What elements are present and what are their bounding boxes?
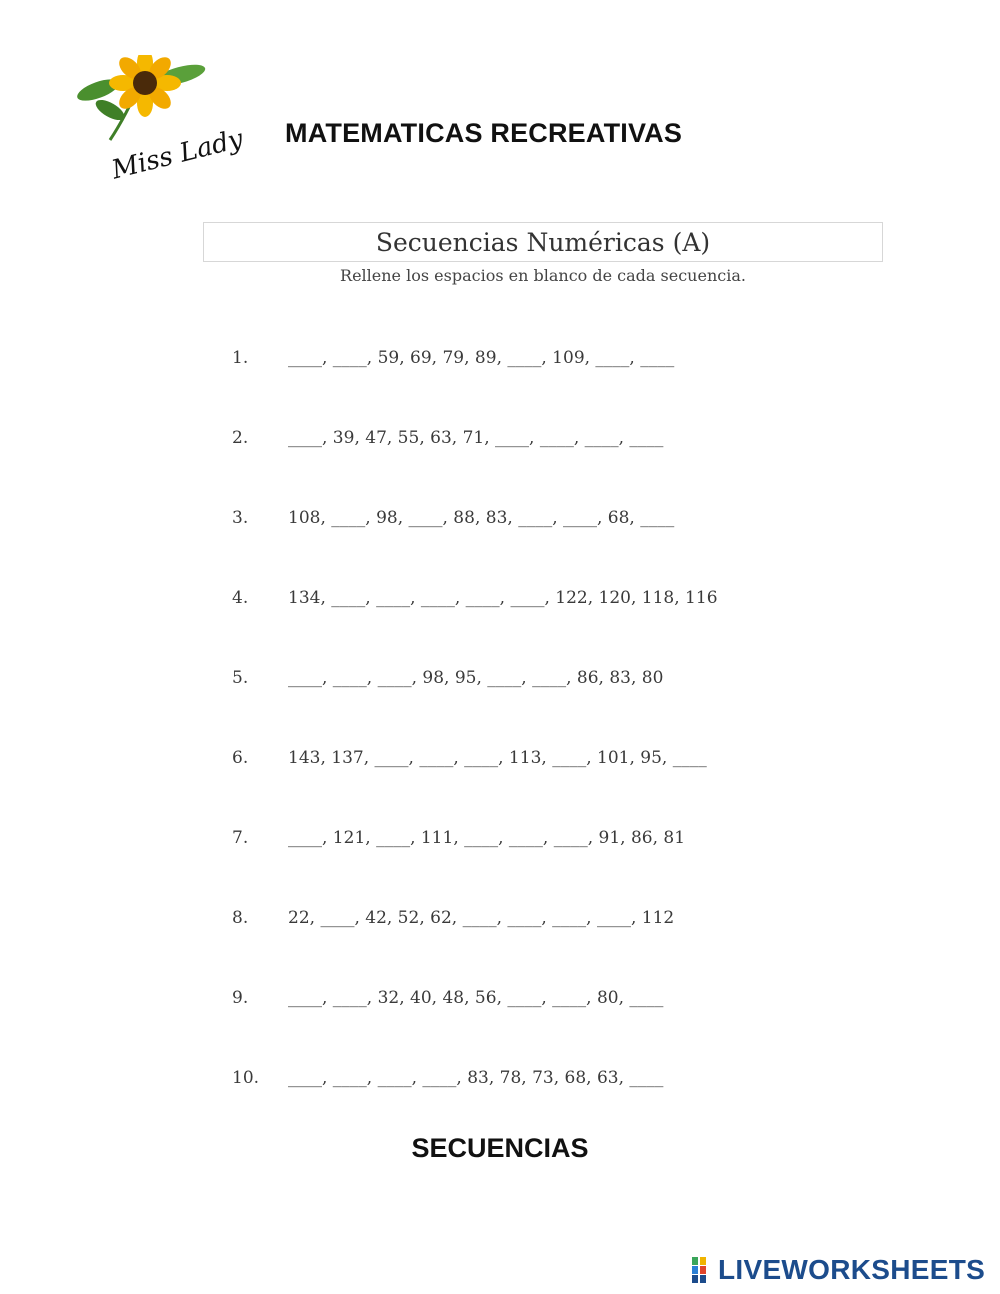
problem-number: 10.: [232, 1068, 260, 1088]
problem-row: [232, 743, 707, 773]
problem-row: [232, 343, 674, 373]
sunflower-icon: [70, 55, 250, 180]
problem-sequence[interactable]: ____, ____, ____, 98, 95, ____, ____, 86, 83, 80: [288, 668, 664, 688]
problem-sequence[interactable]: ____, 39, 47, 55, 63, 71, ____, ____, ____, ____: [288, 428, 664, 448]
problem-sequence[interactable]: ____, ____, ____, ____, 83, 78, 73, 68, 63, ____: [288, 1068, 664, 1088]
brand-name: LIVEWORKSHEETS: [718, 1254, 986, 1285]
problem-sequence[interactable]: 22, ____, 42, 52, 62, ____, ____, ____, ____, 112: [288, 908, 675, 928]
problem-number: 8.: [232, 908, 249, 928]
problem-number: 9.: [232, 988, 249, 1008]
problem-sequence[interactable]: 108, ____, 98, ____, 88, 83, ____, ____, 68, ____: [288, 508, 675, 528]
footer-title: SECUENCIAS: [411, 1133, 589, 1163]
problem-row: [232, 663, 663, 693]
problem-number: 6.: [232, 748, 249, 768]
problem-sequence[interactable]: 143, 137, ____, ____, ____, 113, ____, 101, 95, ____: [288, 748, 707, 768]
problem-sequence[interactable]: 134, ____, ____, ____, ____, ____, 122, 120, 118, 116: [288, 588, 718, 608]
worksheet-title-box: [203, 222, 883, 262]
problem-row: [232, 983, 663, 1013]
problem-number: 4.: [232, 588, 249, 608]
problem-sequence[interactable]: ____, ____, 32, 40, 48, 56, ____, ____, 80, ____: [288, 988, 664, 1008]
problem-number: 7.: [232, 828, 249, 848]
problem-number: 5.: [232, 668, 249, 688]
problem-row: [232, 583, 718, 613]
problem-row: [232, 903, 674, 933]
logo: [70, 55, 250, 180]
problem-row: [232, 503, 674, 533]
problem-row: [232, 423, 663, 453]
problem-number: 1.: [232, 348, 249, 368]
problem-row: [232, 823, 685, 853]
problem-number: 2.: [232, 428, 249, 448]
brand-logo[interactable]: [692, 1252, 985, 1288]
liveworksheets-icon: [692, 1257, 714, 1283]
page-title: MATEMATICAS RECREATIVAS: [285, 118, 683, 148]
problem-row: [232, 1063, 663, 1093]
svg-text:Miss Lady: Miss Lady: [108, 124, 247, 180]
worksheet-title: Secuencias Numéricas (A): [375, 228, 711, 257]
problem-number: 3.: [232, 508, 249, 528]
problem-sequence[interactable]: ____, ____, 59, 69, 79, 89, ____, 109, ____, ____: [288, 348, 675, 368]
problem-sequence[interactable]: ____, 121, ____, 111, ____, ____, ____, 91, 86, 81: [288, 828, 686, 848]
worksheet-instructions: Rellene los espacios en blanco de cada secuencia.: [340, 266, 746, 285]
